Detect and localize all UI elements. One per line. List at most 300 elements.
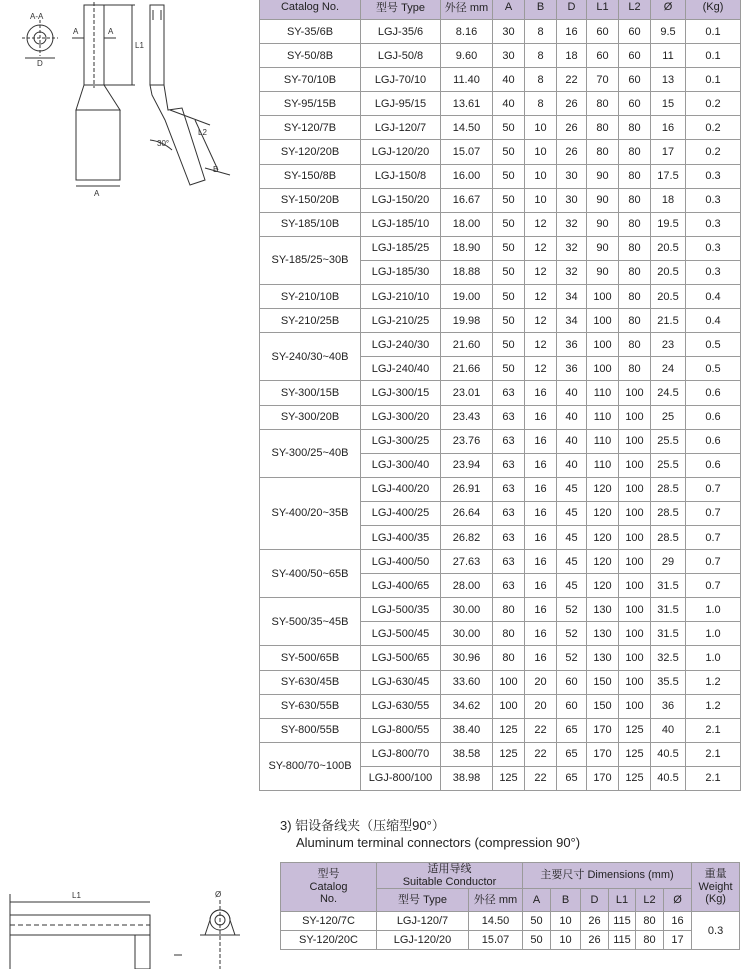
table-cell: 0.6 — [686, 405, 741, 429]
table-cell: 12 — [525, 309, 557, 333]
table-cell: 0.6 — [686, 453, 741, 477]
table-cell: 16.67 — [441, 188, 493, 212]
column-header: Catalog No. — [260, 0, 361, 20]
column-header: D — [581, 889, 609, 912]
table-cell: 20 — [525, 670, 557, 694]
table-cell: 32 — [557, 236, 587, 260]
table-cell: 80 — [493, 622, 525, 646]
table-row — [260, 116, 741, 140]
table-cell: 100 — [619, 525, 651, 549]
table-cell: 50 — [493, 357, 525, 381]
table-row — [260, 236, 741, 260]
table-cell: 100 — [493, 670, 525, 694]
table-row — [260, 188, 741, 212]
table-cell: 23.43 — [441, 405, 493, 429]
table-cell: 100 — [587, 309, 619, 333]
catalog-cell: SY-800/70~100B — [260, 742, 361, 790]
table-cell: 50 — [493, 140, 525, 164]
catalog-cell: SY-630/45B — [260, 670, 361, 694]
table-cell: 23 — [651, 333, 686, 357]
column-header: (Kg) — [686, 0, 741, 20]
table-cell: 80 — [587, 116, 619, 140]
table-cell: 27.63 — [441, 550, 493, 574]
table-cell: 9.5 — [651, 20, 686, 44]
table-cell: LGJ-185/30 — [361, 260, 441, 284]
table-cell: 1.0 — [686, 646, 741, 670]
table-header-row — [260, 0, 741, 20]
table-cell: 0.7 — [686, 477, 741, 501]
table-cell: 100 — [587, 333, 619, 357]
table-row — [260, 477, 741, 501]
table-cell: 16.00 — [441, 164, 493, 188]
table-cell: 8 — [525, 44, 557, 68]
table-cell: 16 — [651, 116, 686, 140]
table-cell: 15.07 — [441, 140, 493, 164]
table-cell: 38.58 — [441, 742, 493, 766]
table-cell: 50 — [493, 309, 525, 333]
table-cell: 16 — [525, 525, 557, 549]
table-cell: 31.5 — [651, 622, 686, 646]
table-cell: 110 — [587, 453, 619, 477]
terminal-drawing-front — [0, 0, 255, 200]
table-cell: 50 — [493, 260, 525, 284]
table-cell: LGJ-95/15 — [361, 92, 441, 116]
table-cell: 80 — [619, 309, 651, 333]
catalog-cell: SY-50/8B — [260, 44, 361, 68]
table-cell: 22 — [525, 766, 557, 790]
table-cell: 80 — [619, 212, 651, 236]
table-cell: 40 — [493, 92, 525, 116]
table-cell: LGJ-300/40 — [361, 453, 441, 477]
table-cell: 50 — [523, 912, 551, 931]
header-conductor: 适用导线 Suitable Conductor — [377, 863, 523, 889]
table-cell: 0.2 — [686, 116, 741, 140]
table-cell: 18.90 — [441, 236, 493, 260]
table-cell: 80 — [619, 357, 651, 381]
table-cell: LGJ-630/55 — [361, 694, 441, 718]
terminal-drawing-compression — [0, 880, 260, 969]
table-cell: 18 — [651, 188, 686, 212]
table-cell: 0.3 — [686, 236, 741, 260]
table-cell: 16 — [525, 477, 557, 501]
table-cell: 23.01 — [441, 381, 493, 405]
table-cell: 16 — [525, 550, 557, 574]
table-cell: 30 — [493, 44, 525, 68]
table-cell: 130 — [587, 646, 619, 670]
table-row — [260, 92, 741, 116]
column-header: B — [551, 889, 581, 912]
table-cell: 1.0 — [686, 622, 741, 646]
column-header: L2 — [619, 0, 651, 20]
table-cell: 0.7 — [686, 550, 741, 574]
column-header: 型号 Type — [361, 0, 441, 20]
table-cell: 40 — [557, 405, 587, 429]
table-cell: 120 — [587, 477, 619, 501]
table-cell: 100 — [619, 598, 651, 622]
table-cell: 16 — [525, 405, 557, 429]
table-cell: 100 — [619, 574, 651, 598]
table-cell: 28.00 — [441, 574, 493, 598]
table-cell: LGJ-35/6 — [361, 20, 441, 44]
table-cell: 50 — [493, 236, 525, 260]
table-cell: LGJ-120/20 — [361, 140, 441, 164]
table-cell: 16 — [525, 646, 557, 670]
catalog-cell: SY-400/20~35B — [260, 477, 361, 549]
table-cell: 21.66 — [441, 357, 493, 381]
table-cell: 60 — [619, 92, 651, 116]
table-cell: 35.5 — [651, 670, 686, 694]
table-row — [260, 550, 741, 574]
table-row — [260, 381, 741, 405]
table-row — [260, 68, 741, 92]
table-cell: LGJ-185/25 — [361, 236, 441, 260]
table-row — [260, 309, 741, 333]
table-cell: LGJ-70/10 — [361, 68, 441, 92]
table-cell: 60 — [619, 20, 651, 44]
table-cell: 80 — [636, 931, 664, 950]
table-cell: 40.5 — [651, 766, 686, 790]
table-cell: 21.60 — [441, 333, 493, 357]
table-cell: 0.4 — [686, 309, 741, 333]
table-cell: 100 — [619, 453, 651, 477]
table-cell: 25 — [651, 405, 686, 429]
table-cell: 10 — [525, 164, 557, 188]
catalog-cell: SY-120/7B — [260, 116, 361, 140]
table-row — [260, 429, 741, 453]
table-cell: 24.5 — [651, 381, 686, 405]
table-cell: 110 — [587, 381, 619, 405]
table-cell: LGJ-120/7 — [377, 912, 469, 931]
table-cell: 125 — [619, 766, 651, 790]
header-model: 型号 Catalog No. — [281, 863, 377, 912]
table-row — [260, 140, 741, 164]
table-cell: 0.1 — [686, 68, 741, 92]
table-cell: 8 — [525, 92, 557, 116]
table-cell: 24 — [651, 357, 686, 381]
table-cell: 0.7 — [686, 525, 741, 549]
table-cell: 34 — [557, 285, 587, 309]
table-cell: 20.5 — [651, 236, 686, 260]
table-cell: 18.00 — [441, 212, 493, 236]
column-header: 外径 mm — [469, 889, 523, 912]
table-cell: 19.5 — [651, 212, 686, 236]
column-header: 型号 Type — [377, 889, 469, 912]
catalog-cell: SY-630/55B — [260, 694, 361, 718]
table-row — [260, 44, 741, 68]
table-cell: 40 — [651, 718, 686, 742]
table-cell: 36 — [651, 694, 686, 718]
table-cell: 130 — [587, 622, 619, 646]
table-cell: 100 — [619, 381, 651, 405]
label-phi: Ø — [215, 890, 222, 899]
table-cell: LGJ-800/100 — [361, 766, 441, 790]
column-header: Ø — [664, 889, 692, 912]
table-cell: 80 — [619, 236, 651, 260]
label-section-aa: A-A — [30, 12, 44, 21]
table-cell: LGJ-400/25 — [361, 501, 441, 525]
table-cell: 10 — [551, 931, 581, 950]
table-cell: 150 — [587, 670, 619, 694]
table-cell: 63 — [493, 405, 525, 429]
table-cell: 100 — [493, 694, 525, 718]
table-cell: LGJ-400/65 — [361, 574, 441, 598]
table-cell: 30.00 — [441, 598, 493, 622]
table-cell: 16 — [525, 381, 557, 405]
table-cell: 28.5 — [651, 525, 686, 549]
table-cell: 14.50 — [469, 912, 523, 931]
table-cell: 10 — [525, 188, 557, 212]
compression-spec-table — [280, 862, 740, 950]
table-cell: 65 — [557, 718, 587, 742]
table-cell: 90 — [587, 260, 619, 284]
table-cell: 125 — [619, 742, 651, 766]
label-angle: 30° — [157, 139, 170, 148]
table-cell: 16 — [525, 574, 557, 598]
table-cell: SY-120/7C — [281, 912, 377, 931]
table-cell: 80 — [619, 188, 651, 212]
catalog-cell: SY-210/10B — [260, 285, 361, 309]
table-cell: LGJ-500/35 — [361, 598, 441, 622]
table-cell: 0.3 — [686, 188, 741, 212]
table-cell: 18 — [557, 44, 587, 68]
table-cell: 32 — [557, 260, 587, 284]
table-cell: 50 — [493, 116, 525, 140]
table-cell: 2.1 — [686, 718, 741, 742]
table-cell: 30.00 — [441, 622, 493, 646]
table-cell: LGJ-150/20 — [361, 188, 441, 212]
table-cell: LGJ-240/30 — [361, 333, 441, 357]
table-cell: 1.2 — [686, 694, 741, 718]
table-cell: 30 — [557, 164, 587, 188]
table-cell: 19.00 — [441, 285, 493, 309]
table-cell: 0.3 — [686, 164, 741, 188]
table-cell: 115 — [609, 912, 636, 931]
section-3-title: 3) 铝设备线夹（压缩型90°） — [280, 818, 445, 833]
table-cell: 80 — [619, 260, 651, 284]
table-cell: 0.5 — [686, 357, 741, 381]
table-cell: 30 — [557, 188, 587, 212]
table-cell: 40 — [557, 381, 587, 405]
table-cell: 9.60 — [441, 44, 493, 68]
table-cell: LGJ-185/10 — [361, 212, 441, 236]
table-cell: LGJ-300/15 — [361, 381, 441, 405]
table-cell: 65 — [557, 742, 587, 766]
table-cell: 0.7 — [686, 574, 741, 598]
table-cell: 26.91 — [441, 477, 493, 501]
table-cell: 26 — [557, 116, 587, 140]
table-cell: 12 — [525, 357, 557, 381]
table-cell: 90 — [587, 236, 619, 260]
catalog-cell: SY-500/65B — [260, 646, 361, 670]
section-3-subtitle: Aluminum terminal connectors (compression 90°) — [296, 835, 581, 850]
table-cell: 70 — [587, 68, 619, 92]
table-cell: 38.40 — [441, 718, 493, 742]
table-cell: 50 — [523, 931, 551, 950]
table-cell: 125 — [493, 766, 525, 790]
table-cell: 0.2 — [686, 92, 741, 116]
table-cell: LGJ-50/8 — [361, 44, 441, 68]
table-cell: 40 — [557, 453, 587, 477]
table-cell: 63 — [493, 574, 525, 598]
table-cell: 150 — [587, 694, 619, 718]
table-cell: 40.5 — [651, 742, 686, 766]
table-cell: LGJ-400/20 — [361, 477, 441, 501]
table-cell: 16 — [525, 598, 557, 622]
table-cell: 21.5 — [651, 309, 686, 333]
table-cell: 31.5 — [651, 574, 686, 598]
table-cell: 13 — [651, 68, 686, 92]
table-cell: 32 — [557, 212, 587, 236]
terminal-spec-table — [259, 0, 741, 791]
label-l2: L2 — [198, 128, 207, 137]
table-cell: 80 — [587, 92, 619, 116]
table-row — [260, 646, 741, 670]
table-cell: 22 — [525, 742, 557, 766]
catalog-cell: SY-300/20B — [260, 405, 361, 429]
table-cell: 100 — [619, 405, 651, 429]
table-row — [260, 285, 741, 309]
table-cell: 0.6 — [686, 381, 741, 405]
table-cell: 34.62 — [441, 694, 493, 718]
table-cell: 20 — [525, 694, 557, 718]
table-cell: 0.1 — [686, 44, 741, 68]
table-cell: 12 — [525, 212, 557, 236]
table-cell: 45 — [557, 501, 587, 525]
table-cell: 0.3 — [686, 212, 741, 236]
table-cell: 34 — [557, 309, 587, 333]
table-row — [260, 333, 741, 357]
table-cell: 26 — [581, 931, 609, 950]
table-row — [260, 718, 741, 742]
table-cell: 50 — [493, 285, 525, 309]
table-cell: 20.5 — [651, 285, 686, 309]
table-cell: LGJ-500/45 — [361, 622, 441, 646]
table-cell: 36 — [557, 333, 587, 357]
table-row — [281, 912, 740, 931]
table-row — [281, 931, 740, 950]
table-cell: 26.64 — [441, 501, 493, 525]
table-cell: 170 — [587, 742, 619, 766]
table-cell: 26 — [581, 912, 609, 931]
table-cell: SY-120/20C — [281, 931, 377, 950]
table-cell: 1.0 — [686, 598, 741, 622]
catalog-cell: SY-150/8B — [260, 164, 361, 188]
catalog-cell: SY-185/25~30B — [260, 236, 361, 284]
table-cell: 0.1 — [686, 20, 741, 44]
table-cell: 90 — [587, 212, 619, 236]
table-cell: LGJ-400/50 — [361, 550, 441, 574]
table-cell: 16 — [664, 912, 692, 931]
catalog-cell: SY-240/30~40B — [260, 333, 361, 381]
table-cell: 80 — [493, 646, 525, 670]
table-cell: 120 — [587, 574, 619, 598]
table-cell: 63 — [493, 550, 525, 574]
table-cell: LGJ-120/20 — [377, 931, 469, 950]
table-cell: 63 — [493, 525, 525, 549]
table-cell: 25.5 — [651, 429, 686, 453]
table-cell: 100 — [619, 622, 651, 646]
table-cell: 63 — [493, 381, 525, 405]
table-cell: LGJ-210/25 — [361, 309, 441, 333]
table-cell: 15.07 — [469, 931, 523, 950]
table-cell: 2.1 — [686, 742, 741, 766]
table-cell: 12 — [525, 285, 557, 309]
table-cell: 45 — [557, 550, 587, 574]
table-cell: 8 — [525, 68, 557, 92]
label-d: D — [37, 59, 43, 68]
catalog-cell: SY-400/50~65B — [260, 550, 361, 598]
catalog-cell: SY-120/20B — [260, 140, 361, 164]
table-cell: 30 — [493, 20, 525, 44]
table-cell: 100 — [619, 477, 651, 501]
table-cell: 60 — [619, 44, 651, 68]
table-cell: 120 — [587, 501, 619, 525]
table-cell: 18.88 — [441, 260, 493, 284]
table-cell: 22 — [525, 718, 557, 742]
table-cell: 25.5 — [651, 453, 686, 477]
table-cell: LGJ-400/35 — [361, 525, 441, 549]
table-cell: 16 — [525, 453, 557, 477]
table-cell: 28.5 — [651, 501, 686, 525]
table-cell: 16 — [525, 429, 557, 453]
catalog-cell: SY-300/15B — [260, 381, 361, 405]
table-row — [260, 405, 741, 429]
table-cell: 50 — [493, 164, 525, 188]
table-cell: 12 — [525, 236, 557, 260]
table-cell: 60 — [557, 670, 587, 694]
table-cell: LGJ-800/55 — [361, 718, 441, 742]
column-header: Ø — [651, 0, 686, 20]
table-cell: 32.5 — [651, 646, 686, 670]
table-cell: 0.5 — [686, 333, 741, 357]
table-cell: 63 — [493, 501, 525, 525]
column-header: A — [523, 889, 551, 912]
column-header: L2 — [636, 889, 664, 912]
catalog-cell: SY-150/20B — [260, 188, 361, 212]
table-cell: 170 — [587, 718, 619, 742]
table-cell: 0.7 — [686, 501, 741, 525]
table-cell: 14.50 — [441, 116, 493, 140]
table-cell: 120 — [587, 550, 619, 574]
table-cell: 17.5 — [651, 164, 686, 188]
table-cell: 100 — [619, 501, 651, 525]
table-cell: 60 — [587, 20, 619, 44]
table-cell: 8 — [525, 20, 557, 44]
table-row — [260, 694, 741, 718]
header-dimensions: 主要尺寸 Dimensions (mm) — [523, 863, 692, 889]
catalog-cell: SY-210/25B — [260, 309, 361, 333]
table-cell: 125 — [619, 718, 651, 742]
table-cell: LGJ-210/10 — [361, 285, 441, 309]
column-header: D — [557, 0, 587, 20]
table-cell: 80 — [636, 912, 664, 931]
table-cell: 10 — [551, 912, 581, 931]
table-cell: 100 — [619, 694, 651, 718]
table-cell: 50 — [493, 212, 525, 236]
label-a-top-2: A — [108, 27, 114, 36]
column-header: L1 — [587, 0, 619, 20]
table-cell: 100 — [587, 285, 619, 309]
table-cell: LGJ-120/7 — [361, 116, 441, 140]
table-cell: 110 — [587, 429, 619, 453]
table-cell: LGJ-800/70 — [361, 742, 441, 766]
table-cell: 60 — [557, 694, 587, 718]
table-cell: 26.82 — [441, 525, 493, 549]
table-cell: 36 — [557, 357, 587, 381]
table-cell: 23.94 — [441, 453, 493, 477]
table-cell: 17 — [664, 931, 692, 950]
table-cell: 125 — [493, 718, 525, 742]
